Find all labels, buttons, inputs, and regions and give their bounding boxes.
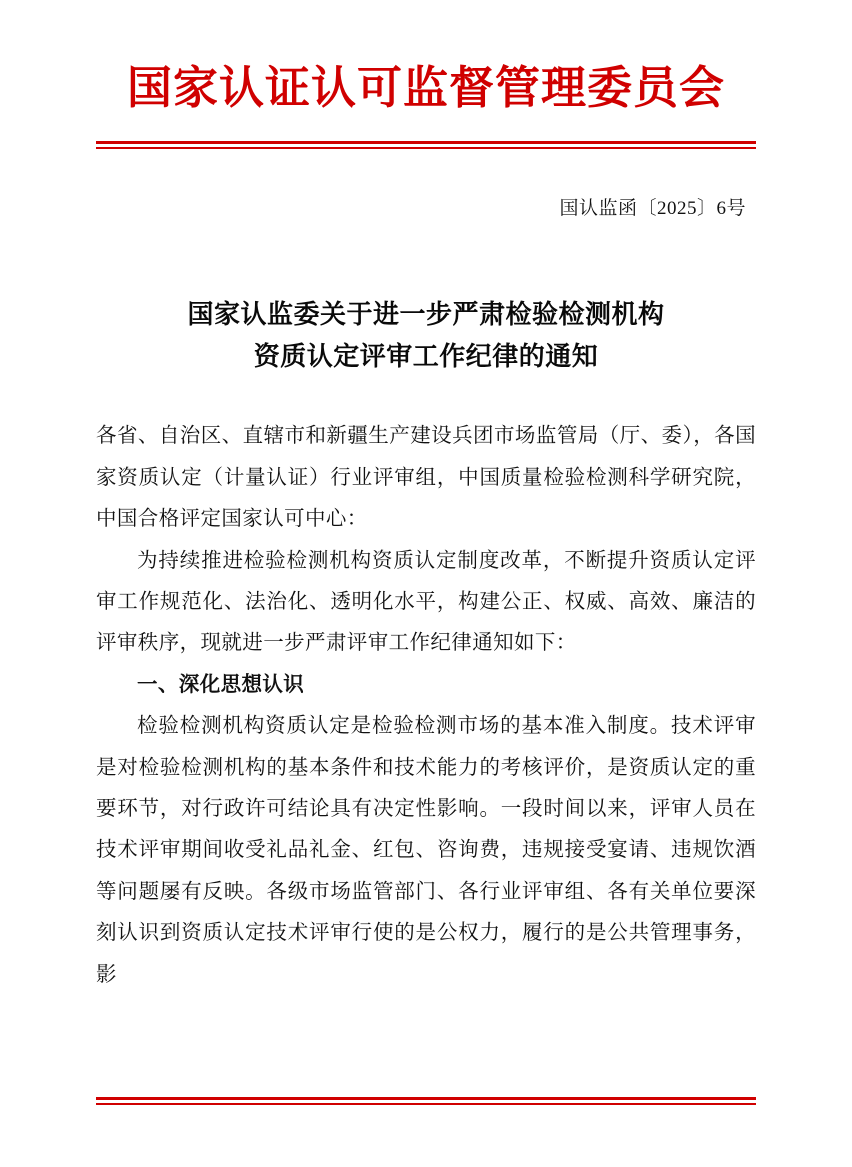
issuing-authority-title: 国家认证认可监督管理委员会 (126, 63, 725, 113)
masthead (96, 0, 756, 115)
document-number: 国认监函〔2025〕6号 (559, 198, 746, 220)
document-number-row (96, 193, 756, 220)
paragraph-preamble: 为持续推进检验检测机构资质认定制度改革，不断提升资质认定评审工作规范化、法治化、透明化水平，构建公正、权威、高效、廉洁的评审秩序，现就进一步严肃评审工作纪律通知如下： (96, 549, 756, 655)
document-title-line-2: 资质认定评审工作纪律的通知 (253, 342, 599, 372)
paragraph-addressee: 各省、自治区、直辖市和新疆生产建设兵团市场监管局（厅、委），各国家资质认定（计量认证）行业评审组，中国质量检验检测科学研究院，中国合格评定国家认可中心： (96, 425, 756, 531)
footer-divider-thick (96, 1097, 756, 1100)
section-heading-1: 一、深化思想认识 (137, 673, 305, 696)
document-title-line-1: 国家认监委关于进一步严肃检验检测机构 (187, 300, 665, 330)
footer-divider (96, 1097, 756, 1105)
document-title (96, 294, 756, 378)
document-body (96, 416, 756, 996)
masthead-divider-thin (96, 147, 756, 149)
masthead-divider-thick (96, 141, 756, 144)
paragraph-section-1-body: 检验检测机构资质认定是检验检测市场的基本准入制度。技术评审是对检验检测机构的基本条件和技术能力的考核评价，是资质认定的重要环节，对行政许可结论具有决定性影响。一段时间以来，评审人员在技术评审期间收受礼品礼金、红包、咨询费，违规接受宴请、违规饮酒等问题屡有反映。各级市场监管部门、各行业评审组、各有关单位要深刻认识到资质认定技术评审行使的是公权力，履行的是公共管理事务，影 (96, 715, 756, 986)
footer-divider-thin (96, 1103, 756, 1105)
